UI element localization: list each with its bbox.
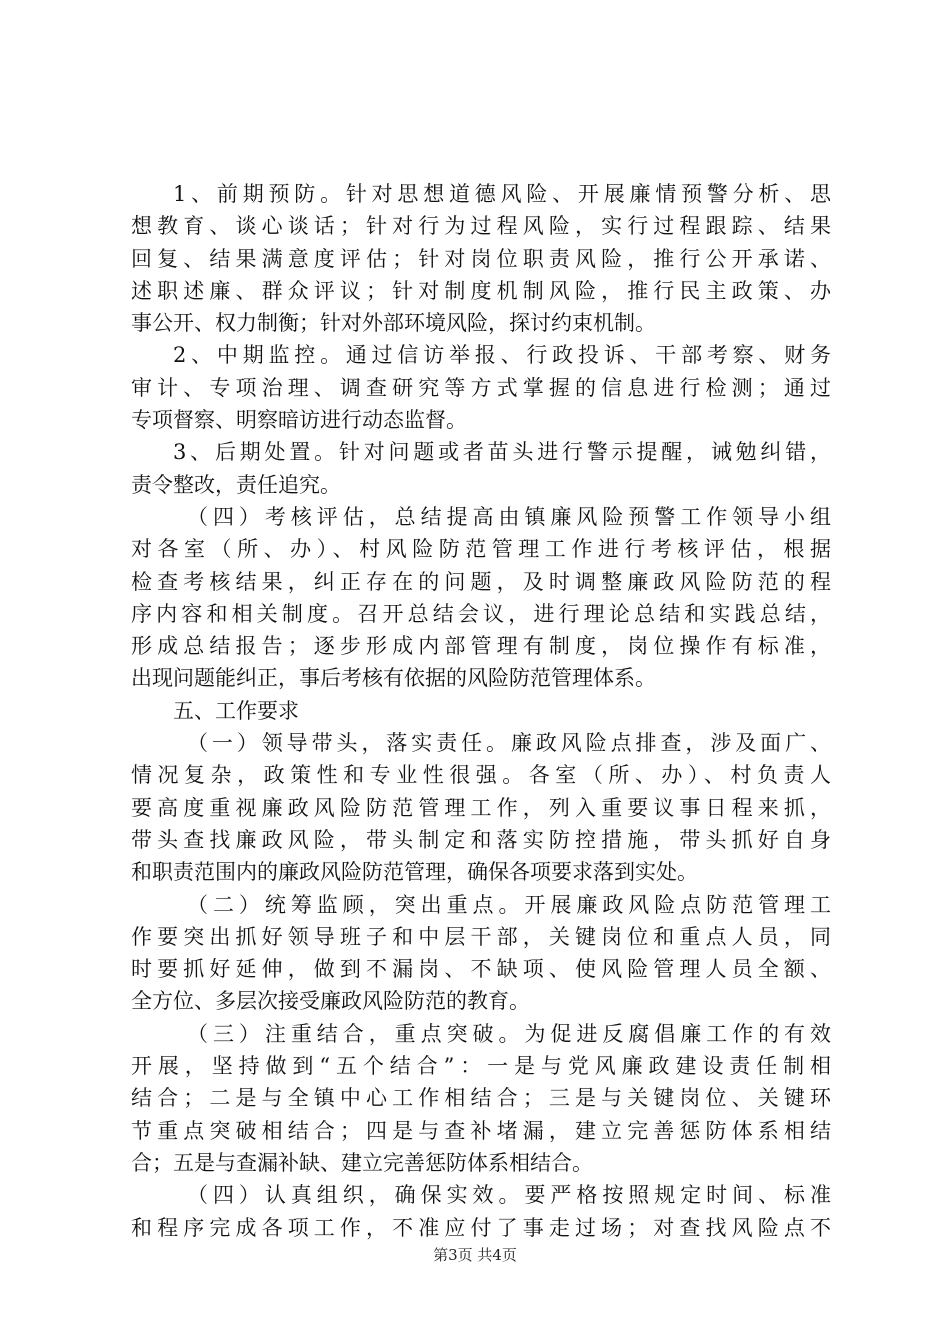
- paragraph-4-line-2: 对各室（所、办）、村风险防范管理工作进行考核评估，根据: [131, 537, 831, 562]
- paragraph-6-line-4: 全方位、多层次接受廉政风险防范的教育。: [131, 989, 530, 1014]
- document-body: [131, 178, 831, 1244]
- paragraph-5-line-1: （一）领导带头，落实责任。廉政风险点排查，涉及面广、: [187, 731, 831, 756]
- page-number-footer: 第3页 共4页: [433, 1246, 517, 1264]
- paragraph-5-line-3: 要高度重视廉政风险防范管理工作，列入重要议事日程来抓，: [131, 795, 831, 820]
- paragraph-7-line-2: 开展，坚持做到“五个结合”：一是与党风廉政建设责任制相: [131, 1054, 831, 1079]
- paragraph-2-line-3: 专项督察、明察暗访进行动态监督。: [131, 408, 467, 433]
- paragraph-6-line-1: （二）统筹监顾，突出重点。开展廉政风险点防范管理工: [187, 892, 831, 917]
- paragraph-6-line-2: 作要突出抓好领导班子和中层干部，关键岗位和重点人员，同: [131, 924, 831, 949]
- paragraph-4-line-3: 检查考核结果，纠正存在的问题，及时调整廉政风险防范的程: [131, 569, 831, 594]
- paragraph-4-line-6: 出现问题能纠正，事后考核有依据的风险防范管理体系。: [131, 666, 656, 691]
- paragraph-5-line-2: 情况复杂，政策性和专业性很强。各室（所、办）、村负责人: [131, 763, 831, 788]
- paragraph-7-line-4: 节重点突破相结合；四是与查补堵漏，建立完善惩防体系相结: [131, 1118, 831, 1143]
- paragraph-7-line-3: 结合；二是与全镇中心工作相结合；三是与关键岗位、关键环: [131, 1086, 831, 1111]
- paragraph-4-line-5: 形成总结报告；逐步形成内部管理有制度，岗位操作有标准，: [131, 634, 831, 659]
- paragraph-1-line-3: 回复、结果满意度评估；针对岗位职责风险，推行公开承诺、: [131, 246, 831, 271]
- paragraph-1-line-5: 事公开、权力制衡；针对外部环境风险，探讨约束机制。: [131, 311, 656, 336]
- paragraph-6-line-3: 时要抓好延伸，做到不漏岗、不缺项、使风险管理人员全额、: [131, 957, 831, 982]
- paragraph-7-line-5: 合；五是与查漏补缺、建立完善惩防体系相结合。: [131, 1150, 593, 1175]
- paragraph-7-line-1: （三）注重结合，重点突破。为促进反腐倡廉工作的有效: [187, 1021, 831, 1046]
- paragraph-5-line-4: 带头查找廉政风险，带头制定和落实防控措施，带头抓好自身: [131, 827, 831, 852]
- paragraph-5-line-5: 和职责范围内的廉政风险防范管理，确保各项要求落到实处。: [131, 860, 698, 885]
- paragraph-3-line-1: 3、后期处置。针对问题或者苗头进行警示提醒，诫勉纠错，: [173, 440, 831, 465]
- paragraph-2-line-1: 2、中期监控。通过信访举报、行政投诉、干部考察、财务: [173, 343, 831, 368]
- paragraph-1-line-4: 述职述廉、群众评议；针对制度机制风险，推行民主政策、办: [131, 278, 831, 303]
- paragraph-1-line-2: 想教育、谈心谈话；针对行为过程风险，实行过程跟踪、结果: [131, 214, 831, 239]
- paragraph-3-line-2: 责令整改，责任追究。: [131, 472, 341, 497]
- paragraph-8-line-1: （四）认真组织，确保实效。要严格按照规定时间、标准: [187, 1183, 831, 1208]
- paragraph-1-line-1: 1、前期预防。针对思想道德风险、开展廉情预警分析、思: [173, 182, 831, 206]
- section-heading: 五、工作要求: [173, 698, 299, 723]
- paragraph-4-line-4: 序内容和相关制度。召开总结会议，进行理论总结和实践总结，: [131, 601, 831, 626]
- paragraph-2-line-2: 审计、专项治理、调查研究等方式掌握的信息进行检测；通过: [131, 375, 831, 400]
- paragraph-4-line-1: （四）考核评估，总结提高由镇廉风险预警工作领导小组: [187, 504, 831, 529]
- paragraph-8-line-2: 和程序完成各项工作，不准应付了事走过场；对查找风险点不: [131, 1215, 831, 1240]
